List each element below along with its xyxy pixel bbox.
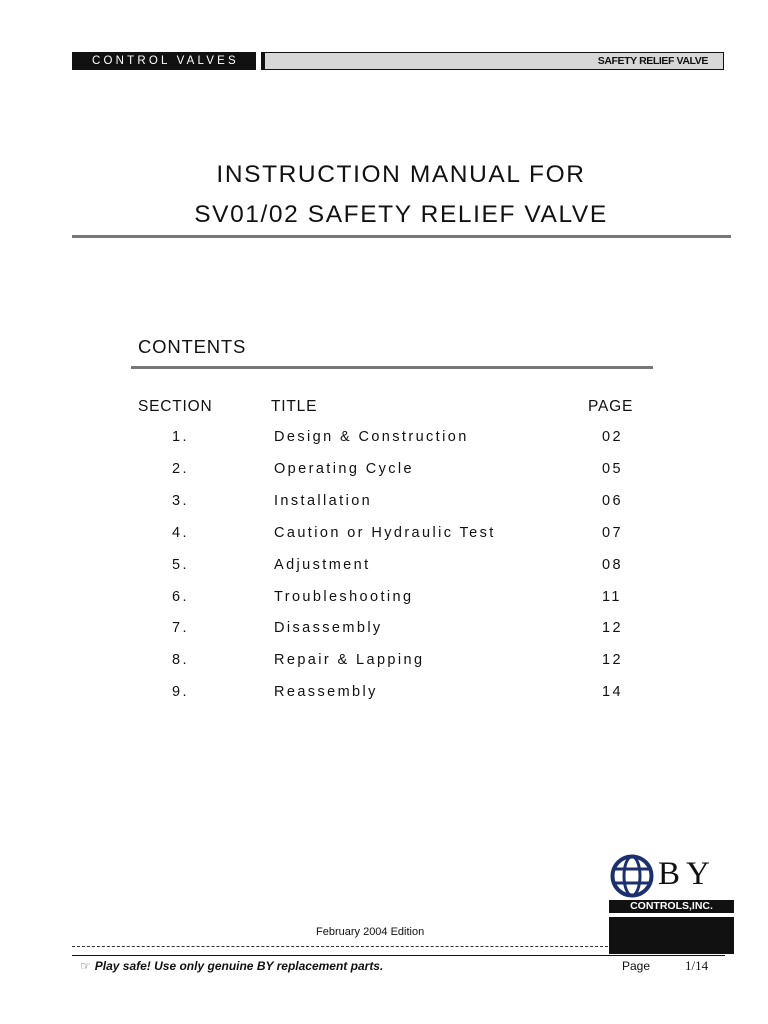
toc-section-title: Caution or Hydraulic Test — [274, 525, 496, 541]
toc-page-number: 14 — [602, 684, 623, 700]
page-label: Page — [622, 959, 651, 973]
footer-solid-rule — [72, 955, 725, 956]
toc-section-number: 9. — [172, 684, 189, 700]
toc-section-title: Troubleshooting — [274, 589, 414, 605]
toc-page-number: 11 — [602, 589, 622, 605]
toc-row[interactable] — [0, 523, 768, 543]
page-number: 1/14 — [685, 958, 709, 973]
toc-page-number: 06 — [602, 493, 623, 509]
document-title-line-1: INSTRUCTION MANUAL FOR — [216, 161, 586, 188]
pointing-hand-icon: ☞ — [80, 959, 91, 973]
toc-row[interactable] — [0, 682, 768, 702]
toc-row[interactable] — [0, 618, 768, 638]
toc-section-title: Reassembly — [274, 684, 378, 700]
toc-row[interactable] — [0, 427, 768, 447]
toc-section-number: 6. — [172, 589, 189, 605]
toc-section-number: 3. — [172, 493, 189, 509]
logo-block — [609, 917, 734, 954]
toc-row[interactable] — [0, 650, 768, 670]
toc-page-number: 12 — [602, 620, 623, 636]
toc-section-number: 8. — [172, 652, 189, 668]
logo-company-name: CONTROLS,INC. — [609, 900, 734, 913]
safety-note — [80, 959, 383, 973]
toc-page-number: 05 — [602, 461, 623, 477]
toc-row[interactable] — [0, 491, 768, 511]
toc-section-number: 4. — [172, 525, 189, 541]
document-title-line-2: SV01/02 SAFETY RELIEF VALVE — [194, 201, 608, 228]
safety-note-text: Play safe! Use only genuine BY replacement parts. — [94, 959, 384, 973]
toc-section-title: Design & Construction — [274, 429, 469, 445]
edition-label: February 2004 Edition — [316, 926, 425, 938]
toc-section-title: Adjustment — [274, 557, 371, 573]
toc-section-number: 1. — [172, 429, 189, 445]
toc-row[interactable] — [0, 555, 768, 575]
toc-page-number: 02 — [602, 429, 623, 445]
column-header-section: SECTION — [138, 398, 213, 415]
toc-row[interactable] — [0, 459, 768, 479]
header-product-label — [264, 52, 724, 70]
toc-section-title: Repair & Lapping — [274, 652, 425, 668]
toc-row[interactable] — [0, 587, 768, 607]
header-section-label: CONTROL VALVES — [72, 52, 256, 70]
toc-page-number: 12 — [602, 652, 623, 668]
column-header-title: TITLE — [271, 398, 318, 415]
column-header-page: PAGE — [588, 398, 634, 415]
title-rule — [72, 235, 731, 238]
toc-section-title: Operating Cycle — [274, 461, 414, 477]
toc-page-number: 07 — [602, 525, 623, 541]
footer-dashed-rule — [72, 946, 608, 947]
contents-rule — [131, 366, 653, 369]
contents-heading: CONTENTS — [138, 336, 247, 357]
logo-wordmark: BY — [658, 856, 716, 892]
toc-page-number: 08 — [602, 557, 623, 573]
globe-icon — [609, 853, 655, 899]
header-product-text: SAFETY RELIEF VALVE — [597, 55, 708, 67]
toc-section-title: Installation — [274, 493, 373, 509]
toc-section-title: Disassembly — [274, 620, 383, 636]
toc-section-number: 5. — [172, 557, 189, 573]
toc-section-number: 2. — [172, 461, 189, 477]
toc-section-number: 7. — [172, 620, 189, 636]
